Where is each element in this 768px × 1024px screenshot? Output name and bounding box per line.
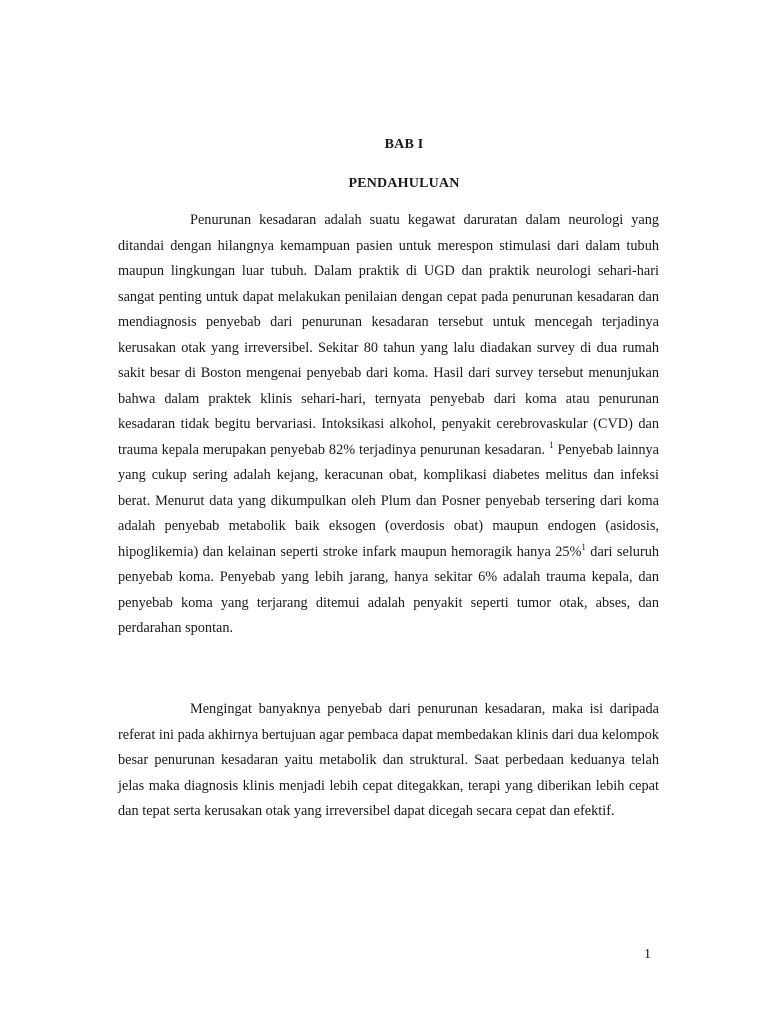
chapter-heading: BAB I xyxy=(384,137,424,152)
body-paragraph-1 xyxy=(118,208,659,642)
page-number: 1 xyxy=(644,947,651,962)
chapter-title: PENDAHULUAN xyxy=(348,176,460,191)
paragraph-1-text-b: Penyebab lainnya yang cukup sering adalah kejang, keracunan obat, komplikasi diabetes melitus dan infeksi berat. Menurut data yang dikumpulkan oleh Plum dan Posner penyebab tersering dari koma adalah penyebab metabolik baik eksogen (overdosis obat) maupun endogen (asidosis, hipoglikemia) dan kelainan seperti stroke infark maupun hemoragik hanya 25% xyxy=(118,441,660,560)
paragraph-1-text-c: dari seluruh penyebab koma. Penyebab yang lebih jarang, hanya sekitar 6% adalah trauma kepala, dan penyebab koma yang terjarang ditemui adalah penyakit seperti tumor otak, abses, dan perdarahan spontan. xyxy=(118,543,659,636)
body-paragraph-2: Mengingat banyaknya penyebab dari penurunan kesadaran, maka isi daripada referat ini pada akhirnya bertujuan agar pembaca dapat membedakan klinis dari dua kelompok besar penurunan kesadaran yaitu metabolik dan struktural. Saat perbedaan keduanya telah jelas maka diagnosis klinis menjadi lebih cepat ditegakkan, terapi yang diberikan lebih cepat dan tepat serta kerusakan otak yang irreversibel dapat dicegah secara cepat dan efektif. xyxy=(118,701,659,819)
paragraph-1-text-a: Penurunan kesadaran adalah suatu kegawat daruratan dalam neurologi yang ditandai dengan hilangnya kemampuan pasien untuk merespon stimulasi dari dalam tubuh maupun lingkungan luar tubuh. Dalam praktik di UGD dan praktik neurologi sehari-hari sangat penting untuk dapat melakukan penilaian dengan cepat pada penurunan kesadaran dan mendiagnosis penyebab dari penurunan kesadaran tersebut untuk mencegah terjadinya kerusakan otak yang irreversibel. Sekitar 80 tahun yang lalu diadakan survey di dua rumah sakit besar di Boston mengenai penyebab dari koma. Hasil dari survey tersebut menunjukan bahwa dalam praktek klinis sehari-hari, ternyata penyebab dari koma atau penurunan kesadaran tidak begitu bervariasi. Intoksikasi alkohol, penyakit cerebrovaskular (CVD) dan trauma kepala merupakan penyebab 82% terjadinya penurunan kesadaran. xyxy=(118,212,659,458)
footnote-reference: 1 xyxy=(581,541,586,552)
footnote-reference: 1 xyxy=(549,439,554,450)
